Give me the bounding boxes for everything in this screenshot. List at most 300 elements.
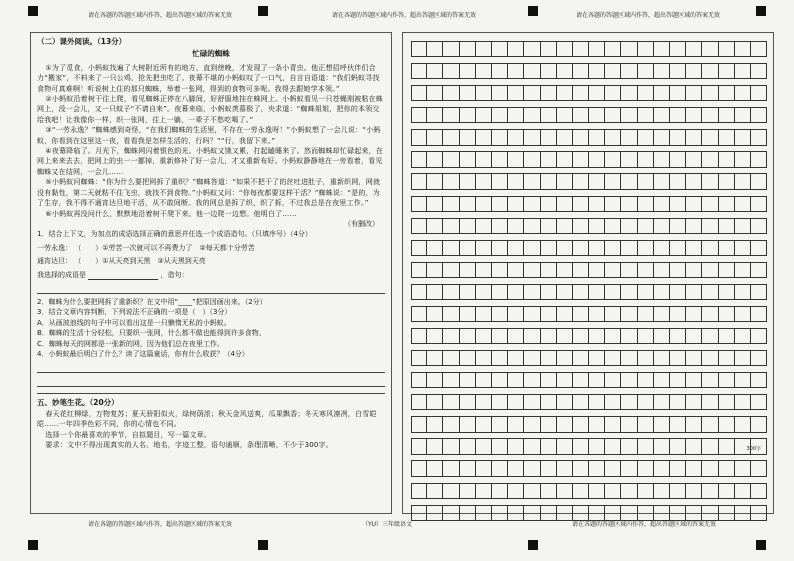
grid-cell[interactable]	[751, 262, 767, 278]
grid-cell[interactable]	[686, 284, 702, 300]
grid-cell[interactable]	[605, 394, 621, 410]
grid-cell[interactable]	[621, 483, 637, 499]
grid-cell[interactable]	[427, 173, 443, 189]
grid-cell[interactable]	[654, 218, 670, 234]
grid-cell[interactable]	[751, 350, 767, 366]
grid-cell[interactable]	[654, 306, 670, 322]
grid-cell[interactable]	[492, 394, 508, 410]
grid-cell[interactable]	[476, 505, 492, 521]
grid-cell[interactable]	[411, 483, 427, 499]
grid-cell[interactable]	[735, 240, 751, 256]
answer-line[interactable]	[37, 376, 385, 387]
grid-cell[interactable]	[411, 196, 427, 212]
grid-cell[interactable]	[751, 173, 767, 189]
grid-cell[interactable]	[508, 129, 524, 145]
grid-cell[interactable]	[638, 107, 654, 123]
grid-cell[interactable]	[621, 328, 637, 344]
grid-cell[interactable]	[508, 63, 524, 79]
grid-cell[interactable]	[670, 438, 686, 454]
grid-cell[interactable]	[492, 328, 508, 344]
grid-cell[interactable]	[686, 460, 702, 476]
grid-cell[interactable]	[492, 240, 508, 256]
grid-cell[interactable]	[670, 41, 686, 57]
grid-cell[interactable]	[427, 284, 443, 300]
grid-cell[interactable]	[557, 372, 573, 388]
grid-cell[interactable]	[524, 173, 540, 189]
grid-cell[interactable]	[541, 505, 557, 521]
grid-cell[interactable]	[735, 483, 751, 499]
grid-cell[interactable]	[702, 196, 718, 212]
grid-cell[interactable]	[605, 173, 621, 189]
grid-cell[interactable]	[686, 350, 702, 366]
grid-cell[interactable]	[557, 196, 573, 212]
grid-cell[interactable]	[686, 483, 702, 499]
grid-cell[interactable]	[524, 196, 540, 212]
grid-cell[interactable]	[751, 196, 767, 212]
grid-cell[interactable]	[476, 129, 492, 145]
grid-cell[interactable]	[605, 284, 621, 300]
grid-cell[interactable]	[621, 306, 637, 322]
grid-cell[interactable]	[686, 85, 702, 101]
grid-cell[interactable]	[411, 85, 427, 101]
grid-cell[interactable]	[476, 438, 492, 454]
grid-cell[interactable]	[702, 41, 718, 57]
grid-cell[interactable]	[589, 328, 605, 344]
grid-cell[interactable]	[686, 240, 702, 256]
grid-cell[interactable]	[638, 416, 654, 432]
grid-cell[interactable]	[443, 151, 459, 167]
grid-cell[interactable]	[751, 394, 767, 410]
grid-cell[interactable]	[589, 85, 605, 101]
grid-cell[interactable]	[719, 306, 735, 322]
grid-cell[interactable]	[751, 284, 767, 300]
grid-cell[interactable]	[476, 460, 492, 476]
composition-grid[interactable]	[411, 41, 767, 527]
grid-cell[interactable]	[573, 107, 589, 123]
grid-cell[interactable]	[573, 196, 589, 212]
grid-cell[interactable]	[654, 460, 670, 476]
grid-cell[interactable]	[443, 328, 459, 344]
grid-cell[interactable]	[638, 350, 654, 366]
grid-cell[interactable]	[670, 483, 686, 499]
grid-cell[interactable]	[670, 218, 686, 234]
grid-cell[interactable]	[686, 107, 702, 123]
grid-cell[interactable]	[492, 218, 508, 234]
grid-cell[interactable]	[427, 151, 443, 167]
grid-cell[interactable]	[557, 328, 573, 344]
grid-cell[interactable]	[460, 284, 476, 300]
grid-cell[interactable]	[670, 328, 686, 344]
grid-cell[interactable]	[735, 173, 751, 189]
grid-cell[interactable]	[476, 63, 492, 79]
grid-cell[interactable]	[460, 416, 476, 432]
grid-cell[interactable]	[557, 173, 573, 189]
grid-cell[interactable]	[621, 394, 637, 410]
grid-cell[interactable]	[605, 460, 621, 476]
grid-cell[interactable]	[621, 416, 637, 432]
grid-cell[interactable]	[492, 173, 508, 189]
grid-cell[interactable]	[573, 284, 589, 300]
grid-cell[interactable]	[735, 416, 751, 432]
grid-cell[interactable]	[427, 350, 443, 366]
grid-cell[interactable]	[686, 129, 702, 145]
grid-cell[interactable]	[638, 306, 654, 322]
grid-cell[interactable]	[589, 372, 605, 388]
grid-cell[interactable]	[605, 483, 621, 499]
grid-cell[interactable]	[702, 284, 718, 300]
grid-cell[interactable]	[476, 240, 492, 256]
grid-cell[interactable]	[557, 129, 573, 145]
grid-cell[interactable]	[476, 218, 492, 234]
grid-cell[interactable]	[443, 85, 459, 101]
grid-cell[interactable]	[654, 372, 670, 388]
grid-cell[interactable]	[751, 218, 767, 234]
grid-cell[interactable]	[686, 41, 702, 57]
grid-cell[interactable]	[541, 483, 557, 499]
grid-cell[interactable]	[460, 505, 476, 521]
grid-cell[interactable]	[557, 483, 573, 499]
grid-cell[interactable]	[573, 41, 589, 57]
grid-cell[interactable]	[605, 240, 621, 256]
grid-cell[interactable]	[751, 416, 767, 432]
grid-cell[interactable]	[605, 218, 621, 234]
grid-cell[interactable]	[443, 350, 459, 366]
grid-cell[interactable]	[621, 240, 637, 256]
grid-cell[interactable]	[427, 262, 443, 278]
grid-cell[interactable]	[638, 262, 654, 278]
grid-cell[interactable]	[492, 129, 508, 145]
grid-cell[interactable]	[719, 129, 735, 145]
grid-cell[interactable]	[492, 85, 508, 101]
grid-cell[interactable]	[686, 416, 702, 432]
grid-cell[interactable]	[427, 394, 443, 410]
grid-cell[interactable]	[654, 350, 670, 366]
grid-cell[interactable]	[654, 85, 670, 101]
grid-cell[interactable]	[557, 262, 573, 278]
grid-cell[interactable]	[751, 63, 767, 79]
grid-cell[interactable]	[702, 262, 718, 278]
grid-cell[interactable]	[443, 129, 459, 145]
grid-cell[interactable]	[476, 284, 492, 300]
grid-cell[interactable]	[605, 416, 621, 432]
grid-cell[interactable]	[508, 173, 524, 189]
answer-line[interactable]	[37, 362, 385, 373]
grid-cell[interactable]	[411, 328, 427, 344]
grid-cell[interactable]	[427, 505, 443, 521]
grid-cell[interactable]	[476, 151, 492, 167]
grid-cell[interactable]	[492, 460, 508, 476]
grid-cell[interactable]	[541, 460, 557, 476]
grid-cell[interactable]	[605, 151, 621, 167]
grid-cell[interactable]	[573, 416, 589, 432]
grid-cell[interactable]	[654, 129, 670, 145]
grid-cell[interactable]	[605, 262, 621, 278]
grid-cell[interactable]	[411, 240, 427, 256]
grid-cell[interactable]	[605, 85, 621, 101]
grid-cell[interactable]	[443, 306, 459, 322]
grid-cell[interactable]	[476, 372, 492, 388]
grid-cell[interactable]	[670, 284, 686, 300]
grid-cell[interactable]	[702, 306, 718, 322]
grid-cell[interactable]	[492, 107, 508, 123]
grid-cell[interactable]	[751, 129, 767, 145]
grid-cell[interactable]	[573, 438, 589, 454]
grid-cell[interactable]	[719, 218, 735, 234]
grid-cell[interactable]	[443, 41, 459, 57]
grid-cell[interactable]	[589, 240, 605, 256]
grid-cell[interactable]	[573, 394, 589, 410]
grid-cell[interactable]	[589, 438, 605, 454]
grid-cell[interactable]	[427, 107, 443, 123]
grid-cell[interactable]	[589, 483, 605, 499]
grid-cell[interactable]	[508, 240, 524, 256]
grid-cell[interactable]	[621, 129, 637, 145]
grid-cell[interactable]	[702, 151, 718, 167]
grid-cell[interactable]	[443, 284, 459, 300]
grid-cell[interactable]	[427, 85, 443, 101]
grid-cell[interactable]	[557, 438, 573, 454]
grid-cell[interactable]	[476, 107, 492, 123]
grid-cell[interactable]	[508, 107, 524, 123]
grid-cell[interactable]	[524, 438, 540, 454]
grid-cell[interactable]	[476, 196, 492, 212]
grid-cell[interactable]	[735, 328, 751, 344]
grid-cell[interactable]	[702, 394, 718, 410]
grid-cell[interactable]	[460, 85, 476, 101]
grid-cell[interactable]	[476, 262, 492, 278]
grid-cell[interactable]	[460, 41, 476, 57]
grid-cell[interactable]	[573, 350, 589, 366]
grid-cell[interactable]	[573, 483, 589, 499]
grid-cell[interactable]	[686, 151, 702, 167]
grid-cell[interactable]	[443, 372, 459, 388]
grid-cell[interactable]	[589, 151, 605, 167]
grid-cell[interactable]	[751, 372, 767, 388]
grid-cell[interactable]	[751, 107, 767, 123]
grid-cell[interactable]	[411, 41, 427, 57]
grid-cell[interactable]	[621, 262, 637, 278]
grid-cell[interactable]	[557, 63, 573, 79]
grid-cell[interactable]	[686, 328, 702, 344]
grid-cell[interactable]	[492, 196, 508, 212]
grid-cell[interactable]	[541, 63, 557, 79]
grid-cell[interactable]	[476, 394, 492, 410]
grid-cell[interactable]	[460, 151, 476, 167]
grid-cell[interactable]	[735, 350, 751, 366]
grid-cell[interactable]	[735, 107, 751, 123]
grid-cell[interactable]	[638, 394, 654, 410]
grid-cell[interactable]	[654, 41, 670, 57]
grid-cell[interactable]	[638, 438, 654, 454]
grid-cell[interactable]	[702, 328, 718, 344]
grid-cell[interactable]	[411, 306, 427, 322]
grid-cell[interactable]	[719, 284, 735, 300]
grid-cell[interactable]	[719, 350, 735, 366]
grid-cell[interactable]	[492, 483, 508, 499]
grid-cell[interactable]	[573, 218, 589, 234]
grid-cell[interactable]	[492, 505, 508, 521]
grid-cell[interactable]	[492, 63, 508, 79]
grid-cell[interactable]	[670, 196, 686, 212]
grid-cell[interactable]	[605, 129, 621, 145]
grid-cell[interactable]	[686, 438, 702, 454]
grid-cell[interactable]	[589, 107, 605, 123]
grid-cell[interactable]	[702, 63, 718, 79]
grid-cell[interactable]	[427, 372, 443, 388]
grid-cell[interactable]	[557, 41, 573, 57]
grid-cell[interactable]	[427, 328, 443, 344]
grid-cell[interactable]	[638, 460, 654, 476]
grid-cell[interactable]	[719, 41, 735, 57]
grid-cell[interactable]	[719, 483, 735, 499]
grid-cell[interactable]	[524, 284, 540, 300]
grid-cell[interactable]	[492, 151, 508, 167]
grid-cell[interactable]	[589, 284, 605, 300]
grid-cell[interactable]	[702, 483, 718, 499]
grid-cell[interactable]	[686, 394, 702, 410]
grid-cell[interactable]	[541, 262, 557, 278]
grid-cell[interactable]	[654, 328, 670, 344]
grid-cell[interactable]	[654, 173, 670, 189]
grid-cell[interactable]	[557, 505, 573, 521]
grid-cell[interactable]	[460, 394, 476, 410]
grid-cell[interactable]	[573, 240, 589, 256]
grid-cell[interactable]	[460, 460, 476, 476]
grid-cell[interactable]	[411, 262, 427, 278]
grid-cell[interactable]	[605, 438, 621, 454]
grid-cell[interactable]	[460, 438, 476, 454]
grid-cell[interactable]	[524, 218, 540, 234]
grid-cell[interactable]	[411, 151, 427, 167]
grid-cell[interactable]	[411, 416, 427, 432]
grid-cell[interactable]	[460, 218, 476, 234]
grid-cell[interactable]	[541, 438, 557, 454]
grid-cell[interactable]	[492, 350, 508, 366]
grid-cell[interactable]	[411, 438, 427, 454]
grid-cell[interactable]	[670, 107, 686, 123]
grid-cell[interactable]	[751, 306, 767, 322]
grid-cell[interactable]	[621, 372, 637, 388]
grid-cell[interactable]	[702, 460, 718, 476]
grid-cell[interactable]	[411, 173, 427, 189]
grid-cell[interactable]	[589, 129, 605, 145]
grid-cell[interactable]	[508, 394, 524, 410]
grid-cell[interactable]	[719, 460, 735, 476]
grid-cell[interactable]	[508, 328, 524, 344]
grid-cell[interactable]	[605, 372, 621, 388]
grid-cell[interactable]	[524, 483, 540, 499]
grid-cell[interactable]	[589, 41, 605, 57]
grid-cell[interactable]	[508, 483, 524, 499]
grid-cell[interactable]	[411, 460, 427, 476]
grid-cell[interactable]	[460, 173, 476, 189]
answer-line[interactable]	[37, 283, 385, 294]
grid-cell[interactable]	[524, 394, 540, 410]
grid-cell[interactable]	[670, 129, 686, 145]
grid-cell[interactable]	[541, 85, 557, 101]
grid-cell[interactable]	[751, 151, 767, 167]
grid-cell[interactable]	[508, 218, 524, 234]
grid-cell[interactable]	[541, 328, 557, 344]
grid-cell[interactable]	[751, 41, 767, 57]
grid-cell[interactable]	[508, 284, 524, 300]
grid-cell[interactable]	[589, 394, 605, 410]
grid-cell[interactable]	[719, 107, 735, 123]
grid-cell[interactable]	[411, 505, 427, 521]
grid-cell[interactable]	[524, 460, 540, 476]
grid-cell[interactable]	[508, 505, 524, 521]
grid-cell[interactable]	[702, 218, 718, 234]
grid-cell[interactable]	[541, 394, 557, 410]
grid-cell[interactable]	[524, 129, 540, 145]
grid-cell[interactable]	[541, 372, 557, 388]
grid-cell[interactable]	[719, 262, 735, 278]
grid-cell[interactable]	[427, 483, 443, 499]
grid-cell[interactable]	[621, 85, 637, 101]
grid-cell[interactable]	[557, 416, 573, 432]
grid-cell[interactable]	[541, 41, 557, 57]
grid-cell[interactable]	[638, 240, 654, 256]
grid-cell[interactable]	[443, 460, 459, 476]
grid-cell[interactable]	[541, 240, 557, 256]
grid-cell[interactable]	[427, 416, 443, 432]
grid-cell[interactable]	[654, 284, 670, 300]
grid-cell[interactable]	[541, 107, 557, 123]
grid-cell[interactable]	[460, 350, 476, 366]
grid-cell[interactable]	[654, 483, 670, 499]
grid-cell[interactable]	[589, 63, 605, 79]
grid-cell[interactable]	[751, 240, 767, 256]
grid-cell[interactable]	[702, 240, 718, 256]
grid-cell[interactable]	[654, 63, 670, 79]
grid-cell[interactable]	[460, 262, 476, 278]
grid-cell[interactable]	[573, 328, 589, 344]
grid-cell[interactable]	[654, 240, 670, 256]
grid-cell[interactable]	[557, 240, 573, 256]
grid-cell[interactable]	[508, 41, 524, 57]
grid-cell[interactable]	[621, 196, 637, 212]
grid-cell[interactable]	[443, 107, 459, 123]
grid-cell[interactable]	[735, 262, 751, 278]
grid-cell[interactable]	[476, 350, 492, 366]
grid-cell[interactable]	[476, 173, 492, 189]
grid-cell[interactable]	[524, 416, 540, 432]
grid-cell[interactable]	[702, 85, 718, 101]
grid-cell[interactable]	[541, 196, 557, 212]
grid-cell[interactable]	[751, 460, 767, 476]
grid-cell[interactable]	[605, 350, 621, 366]
grid-cell[interactable]	[427, 196, 443, 212]
grid-cell[interactable]	[686, 196, 702, 212]
grid-cell[interactable]	[638, 41, 654, 57]
grid-cell[interactable]	[443, 173, 459, 189]
grid-cell[interactable]	[427, 129, 443, 145]
grid-cell[interactable]	[427, 63, 443, 79]
grid-cell[interactable]	[654, 416, 670, 432]
grid-cell[interactable]	[557, 284, 573, 300]
grid-cell[interactable]	[735, 41, 751, 57]
grid-cell[interactable]	[605, 63, 621, 79]
grid-cell[interactable]	[557, 151, 573, 167]
grid-cell[interactable]	[557, 460, 573, 476]
grid-cell[interactable]	[460, 196, 476, 212]
grid-cell[interactable]	[443, 483, 459, 499]
grid-cell[interactable]	[719, 196, 735, 212]
grid-cell[interactable]	[460, 328, 476, 344]
grid-cell[interactable]	[492, 416, 508, 432]
grid-cell[interactable]	[443, 196, 459, 212]
grid-cell[interactable]	[702, 173, 718, 189]
